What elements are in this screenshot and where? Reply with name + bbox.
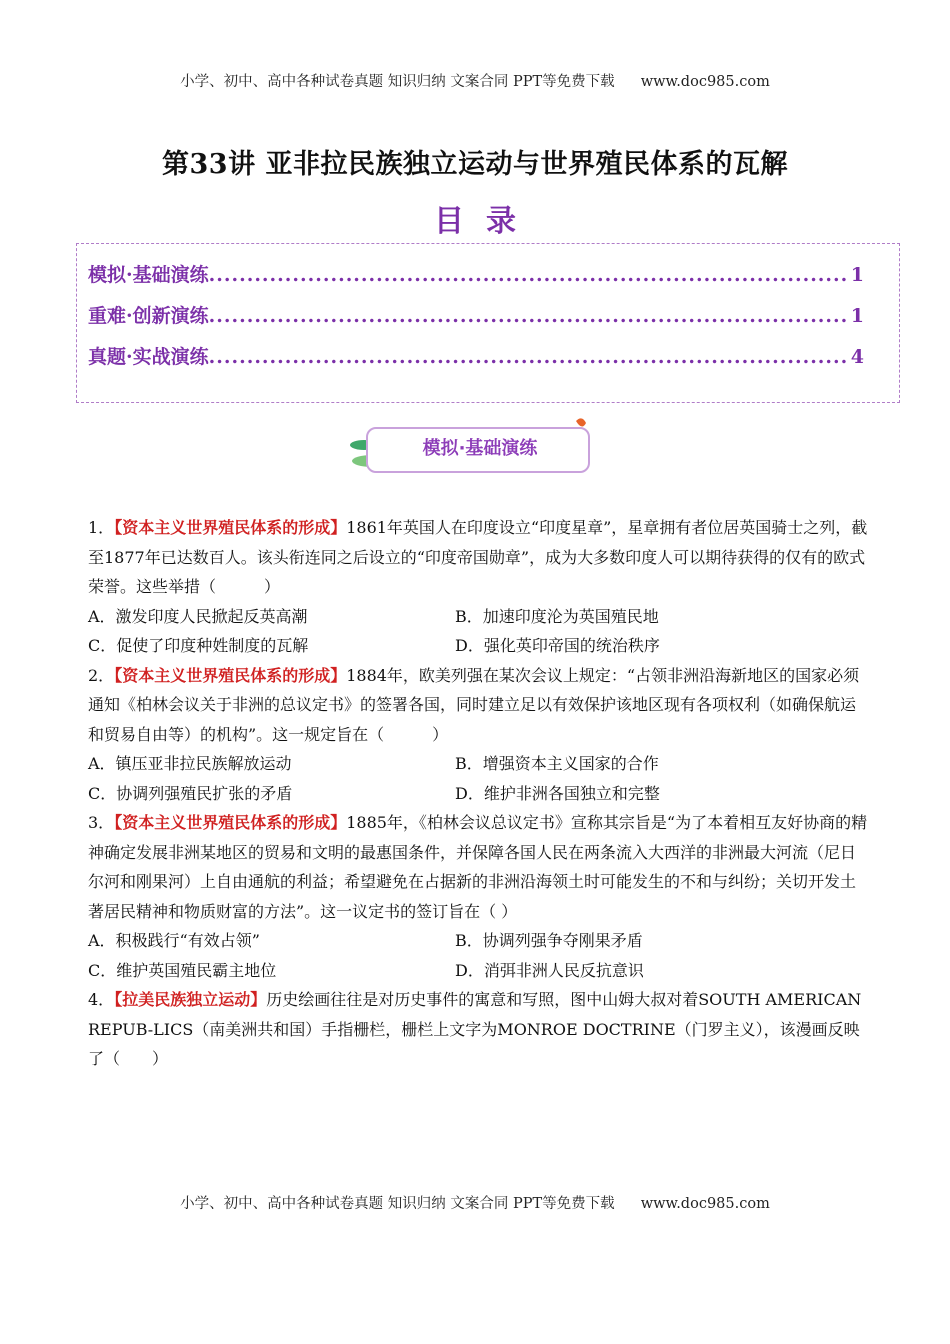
footer-text: 小学、初中、高中各种试卷真题 知识归纳 文案合同 PPT等免费下载 <box>180 1196 615 1212</box>
page-footer <box>0 1192 950 1213</box>
question-tag: 【资本主义世界殖民体系的形成】 <box>114 813 347 832</box>
table-of-contents <box>76 243 900 403</box>
toc-item-label: 模拟·基础演练 <box>88 264 209 286</box>
questions-section <box>88 513 868 1074</box>
option-b[interactable]: B．协调列强争夺刚果矛盾 <box>455 931 643 950</box>
banner-label: 模拟·基础演练 <box>422 438 538 459</box>
toc-item[interactable] <box>88 260 864 287</box>
option-c[interactable]: C．协调列强殖民扩张的矛盾 <box>88 783 293 803</box>
toc-item-label: 真题·实战演练 <box>88 346 209 368</box>
option-b[interactable]: B．增强资本主义国家的合作 <box>455 754 659 773</box>
question-item <box>88 985 868 1074</box>
question-number: 3． <box>88 813 115 832</box>
toc-item-page: 1 <box>850 264 864 286</box>
question-stem: 1885年，《柏林会议总议定书》宣称其宗旨是“为了本着相互友好协商的精神确定发展非洲某地区的贸易和文明的最惠国条件，并保障各国人民在两条流入大西洋的非洲最大河流（尼日尔河和刚果河）上自由通航的利益；希望避免在占据新的非洲沿海领土时可能发生的不和与纠纷；关切开发土著居民精神和物质财富的方法”。这一议定书的签订旨在（ ） <box>88 813 868 921</box>
header-site-link[interactable]: www.doc985.com <box>640 74 770 90</box>
question-number: 2． <box>88 665 115 685</box>
question-stem: 1884年，欧美列强在某次会议上规定：“占领非洲沿海新地区的国家必须通知《柏林会议关于非洲的总议定书》的签署各国，同时建立足以有效保护该地区现有各项权利（如确保航运和贸易自由等）的机构”。这一规定旨在（ ） <box>88 665 860 744</box>
option-d[interactable]: D．消弭非洲人民反抗意识 <box>455 960 644 980</box>
toc-item-page: 1 <box>850 305 864 327</box>
question-stem: 1861年英国人在印度设立“印度星章”，星章拥有者位居英国骑士之列，截至1877年已达数百人。该头衔连同之后设立的“印度帝国勋章”，成为大多数印度人可以期待获得的仅有的欧式荣誉。这些举措（ ） <box>88 518 868 596</box>
toc-item[interactable] <box>88 342 864 369</box>
page-header <box>0 70 950 91</box>
question-item <box>88 808 868 985</box>
toc-item[interactable] <box>88 301 864 328</box>
question-item <box>88 661 868 809</box>
toc-leader-dots <box>209 305 849 327</box>
option-c[interactable]: C．促使了印度种姓制度的瓦解 <box>88 636 309 655</box>
option-a[interactable]: A．激发印度人民掀起反英高潮 <box>88 606 308 626</box>
toc-item-page: 4 <box>850 346 864 368</box>
option-a[interactable]: A．积极践行“有效占领” <box>88 931 260 950</box>
option-b[interactable]: B．加速印度沦为英国殖民地 <box>455 606 659 626</box>
toc-leader-dots <box>209 264 849 286</box>
toc-heading: 目录 <box>434 204 538 239</box>
question-number: 4． <box>88 990 115 1009</box>
footer-site-link[interactable]: www.doc985.com <box>640 1196 770 1212</box>
question-number: 1． <box>88 518 115 537</box>
option-c[interactable]: C．维护英国殖民霸主地位 <box>88 960 277 980</box>
option-d[interactable]: D．强化英印帝国的统治秩序 <box>455 636 660 655</box>
question-tag: 【资本主义世界殖民体系的形成】 <box>114 518 347 537</box>
option-d[interactable]: D．维护非洲各国独立和完整 <box>455 783 660 803</box>
question-tag: 【拉美民族独立运动】 <box>114 990 267 1009</box>
question-tag: 【资本主义世界殖民体系的形成】 <box>114 665 347 685</box>
question-item <box>88 513 868 661</box>
option-a[interactable]: A．镇压亚非拉民族解放运动 <box>88 754 292 773</box>
page-title: 第33讲 亚非拉民族独立运动与世界殖民体系的瓦解 <box>162 149 788 180</box>
question-stem: 历史绘画往往是对历史事件的寓意和写照，图中山姆大叔对着SOUTH AMERICAN REPUB-LICS（南美洲共和国）手指栅栏，栅栏上文字为MONROE DOCTRINE（门罗主义），该漫画反映了（ ） <box>88 990 862 1068</box>
toc-item-label: 重难·创新演练 <box>88 305 209 327</box>
header-text: 小学、初中、高中各种试卷真题 知识归纳 文案合同 PPT等免费下载 <box>180 74 615 90</box>
toc-leader-dots <box>209 346 849 368</box>
section-banner <box>346 415 598 479</box>
